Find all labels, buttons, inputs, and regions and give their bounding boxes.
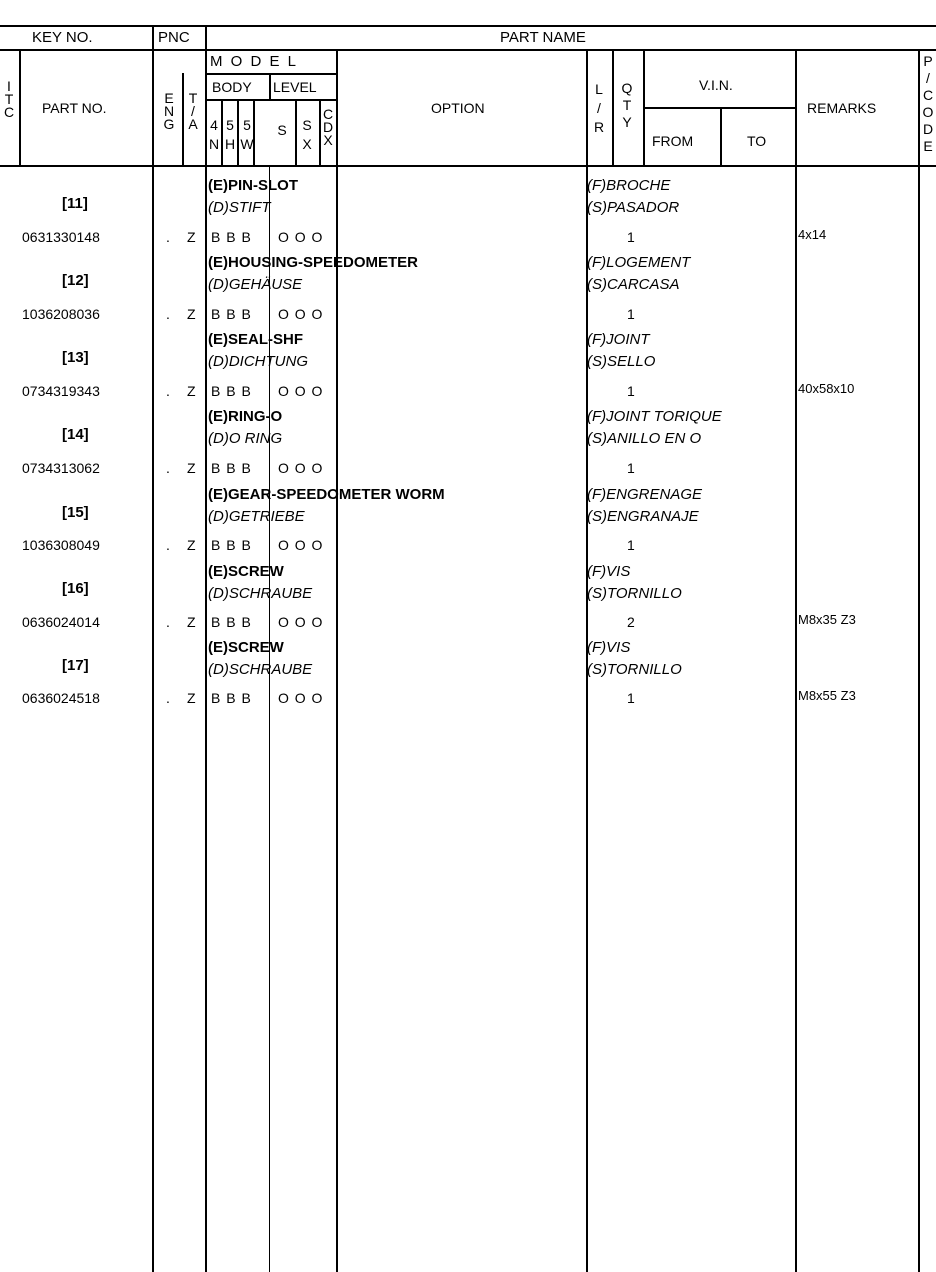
level-codes: O O O — [278, 537, 324, 553]
ta-code: Z — [187, 614, 196, 630]
part-number: 1036308049 — [22, 537, 100, 553]
key-number: [11] — [62, 195, 88, 212]
name-english: (E)PIN-SLOT — [208, 177, 298, 194]
key-number: [17] — [62, 657, 89, 674]
name-spanish: (S)ENGRANAJE — [587, 508, 699, 525]
part-number: 0631330148 — [22, 229, 100, 245]
header-vin: V.I.N. — [699, 77, 733, 93]
name-french: (F)JOINT — [587, 331, 650, 348]
level-codes: O O O — [278, 460, 324, 476]
name-spanish: (S)TORNILLO — [587, 585, 682, 602]
ta-code: Z — [187, 537, 196, 553]
key-number: [16] — [62, 580, 89, 597]
part-number: 1036208036 — [22, 306, 100, 322]
header-level-sx: S X — [302, 117, 312, 152]
header-lr: L / R — [593, 81, 605, 135]
level-codes: O O O — [278, 229, 324, 245]
level-codes: O O O — [278, 614, 324, 630]
part-number: 0636024518 — [22, 690, 100, 706]
level-codes: O O O — [278, 306, 324, 322]
header-part-no: PART NO. — [42, 100, 107, 116]
header-model: M O D E L — [210, 53, 299, 70]
header-ta: T / A — [188, 90, 198, 132]
remarks: M8x55 Z3 — [798, 688, 856, 703]
header-body: BODY — [212, 79, 252, 95]
part-number: 0734313062 — [22, 460, 100, 476]
header-option: OPTION — [431, 100, 485, 116]
remarks: 4x14 — [798, 227, 827, 242]
header-qty: Q T Y — [621, 80, 633, 130]
ta-code: Z — [187, 383, 196, 399]
key-number: [15] — [62, 504, 89, 521]
name-spanish: (S)PASADOR — [587, 199, 680, 216]
name-german: (D)SCHRAUBE — [208, 661, 313, 678]
name-spanish: (S)SELLO — [587, 353, 656, 370]
body-codes: B B B — [211, 306, 252, 322]
level-codes: O O O — [278, 383, 324, 399]
name-english: (E)SEAL-SHF — [208, 331, 303, 348]
name-german: (D)DICHTUNG — [208, 353, 308, 370]
name-french: (F)VIS — [587, 639, 631, 656]
ta-code: Z — [187, 460, 196, 476]
body-codes: B B B — [211, 460, 252, 476]
ta-code: Z — [187, 690, 196, 706]
quantity: 1 — [627, 460, 635, 476]
remarks: 40x58x10 — [798, 381, 855, 396]
level-codes: O O O — [278, 690, 324, 706]
header-level: LEVEL — [273, 79, 317, 95]
quantity: 1 — [627, 537, 635, 553]
name-german: (D)O RING — [208, 430, 283, 447]
key-number: [13] — [62, 349, 89, 366]
header-pcode: P / C O D E — [922, 53, 934, 154]
quantity: 1 — [627, 229, 635, 245]
ta-code: Z — [187, 229, 196, 245]
name-spanish: (S)ANILLO EN O — [587, 430, 702, 447]
body-codes: B B B — [211, 690, 252, 706]
quantity: 1 — [627, 690, 635, 706]
header-itc: I T C — [3, 78, 15, 120]
header-level-s: S — [277, 122, 287, 138]
header-from: FROM — [652, 133, 694, 149]
name-english: (E)HOUSING-SPEEDOMETER — [208, 254, 419, 271]
header-body-4n: 4 N — [208, 117, 220, 152]
body-codes: B B B — [211, 537, 252, 553]
header-part-name: PART NAME — [500, 29, 586, 46]
remarks: M8x35 Z3 — [798, 612, 856, 627]
name-spanish: (S)CARCASA — [587, 276, 680, 293]
header-pnc: PNC — [158, 29, 190, 46]
name-english: (E)SCREW — [208, 639, 284, 656]
name-german: (D)STIFT — [208, 199, 271, 216]
name-english: (E)RING-O — [208, 408, 283, 425]
key-number: [12] — [62, 272, 89, 289]
name-french: (F)ENGRENAGE — [587, 486, 703, 503]
header-body-5h: 5 H — [224, 117, 236, 152]
header-remarks: REMARKS — [807, 100, 877, 116]
name-english: (E)GEAR-SPEEDOMETER WORM — [208, 486, 445, 503]
name-german: (D)GETRIEBE — [208, 508, 305, 525]
key-number: [14] — [62, 426, 89, 443]
name-french: (F)BROCHE — [587, 177, 671, 194]
header-key-no: KEY NO. — [32, 29, 93, 46]
quantity: 1 — [627, 306, 635, 322]
header-to: TO — [747, 133, 767, 149]
name-english: (E)SCREW — [208, 563, 284, 580]
name-french: (F)LOGEMENT — [587, 254, 691, 271]
ta-code: Z — [187, 306, 196, 322]
header-level-cdx: C D X — [322, 106, 334, 148]
body-codes: B B B — [211, 229, 252, 245]
name-spanish: (S)TORNILLO — [587, 661, 682, 678]
quantity: 2 — [627, 614, 635, 630]
name-french: (F)VIS — [587, 563, 631, 580]
part-number: 0636024014 — [22, 614, 100, 630]
name-french: (F)JOINT TORIQUE — [587, 408, 722, 425]
header-body-5w: 5 W — [240, 117, 254, 152]
quantity: 1 — [627, 383, 635, 399]
name-german: (D)GEHÄUSE — [208, 276, 303, 293]
body-codes: B B B — [211, 614, 252, 630]
part-number: 0734319343 — [22, 383, 100, 399]
name-german: (D)SCHRAUBE — [208, 585, 313, 602]
body-codes: B B B — [211, 383, 252, 399]
header-eng: E N G — [163, 90, 175, 132]
